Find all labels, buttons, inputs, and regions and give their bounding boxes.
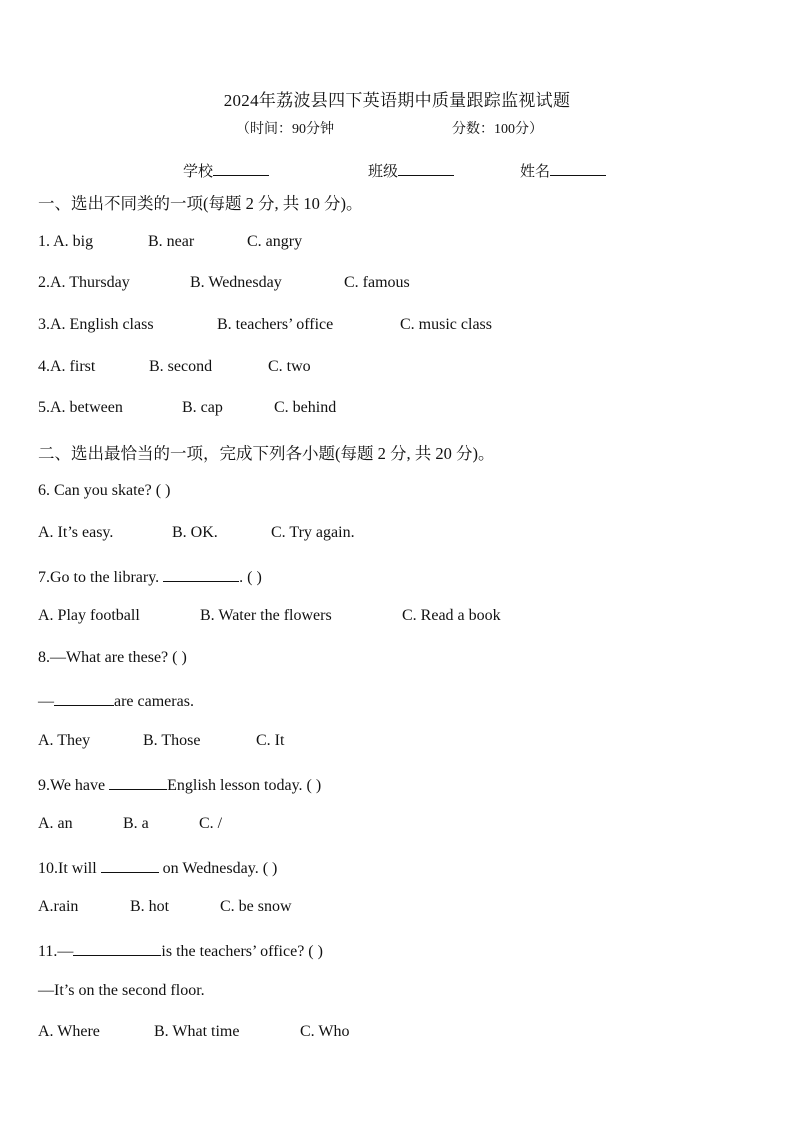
q10-blank — [101, 857, 159, 873]
name-label: 姓名 — [520, 164, 551, 180]
question-11 — [38, 940, 323, 961]
q4-option-a: 4.A. first — [38, 358, 96, 375]
question-8: 8.—What are these? ( ) — [38, 649, 187, 666]
question-6: 6. Can you skate? ( ) — [38, 482, 171, 499]
q7-blank — [163, 566, 239, 582]
q7-text-before: 7.Go to the library. — [38, 569, 164, 586]
exam-score: 分数：100分） — [452, 122, 543, 137]
exam-title: 2024年荔波县四下英语期中质量跟踪监视试题 — [223, 91, 571, 110]
q10-text-after: on Wednesday. ( ) — [158, 860, 278, 877]
section-1-heading: 一、选出不同类的一项(每题 2 分, 共 10 分)。 — [38, 194, 363, 213]
q11-text-after: is the teachers’ office? ( ) — [161, 943, 323, 960]
question-8-answer — [38, 690, 194, 711]
q2-option-b: B. Wednesday — [190, 274, 282, 291]
name-blank — [550, 161, 606, 176]
q3-option-c: C. music class — [400, 316, 492, 333]
q9-text-after: English lesson today. ( ) — [167, 777, 322, 794]
q1-option-c: C. angry — [247, 233, 303, 250]
q6-option-b: B. OK. — [172, 524, 218, 541]
q11-blank — [73, 940, 161, 956]
q7-option-a: A. Play football — [38, 607, 140, 624]
q11-option-a: A. Where — [38, 1023, 100, 1040]
question-9 — [38, 774, 321, 795]
q7-text-after: . ( ) — [239, 569, 262, 586]
q2-option-c: C. famous — [344, 274, 410, 291]
q11-option-c: C. Who — [300, 1023, 350, 1040]
q1-option-b: B. near — [148, 233, 195, 250]
q8-option-b: B. Those — [143, 732, 201, 749]
q8-option-c: C. It — [256, 732, 285, 749]
q5-option-c: C. behind — [274, 399, 337, 416]
q7-option-b: B. Water the flowers — [200, 607, 332, 624]
q2-option-a: 2.A. Thursday — [38, 274, 130, 291]
q3-option-b: B. teachers’ office — [217, 316, 334, 333]
q11-text-before: 11.— — [38, 943, 74, 960]
q10-text-before: 10.It will — [38, 860, 101, 877]
q3-option-a: 3.A. English class — [38, 316, 154, 333]
q9-text-before: 9.We have — [38, 777, 110, 794]
q10-option-a: A.rain — [38, 898, 79, 915]
q8-dash: — — [38, 693, 54, 710]
exam-time: （时间：90分钟 — [236, 122, 334, 137]
q9-option-a: A. an — [38, 815, 73, 832]
q9-option-c: C. / — [199, 815, 223, 832]
q5-option-a: 5.A. between — [38, 399, 123, 416]
question-11-answer: —It’s on the second floor. — [38, 982, 205, 999]
q8-blank — [54, 690, 114, 706]
q10-option-c: C. be snow — [220, 898, 292, 915]
q11-option-b: B. What time — [154, 1023, 240, 1040]
question-10 — [38, 857, 277, 878]
q7-option-c: C. Read a book — [402, 607, 501, 624]
q1-option-a: 1. A. big — [38, 233, 94, 250]
school-blank — [213, 161, 269, 176]
q8-text-after: are cameras. — [114, 693, 194, 710]
q6-option-c: C. Try again. — [271, 524, 355, 541]
school-field — [183, 160, 269, 181]
school-label: 学校 — [183, 164, 214, 180]
class-blank — [398, 161, 454, 176]
question-7 — [38, 566, 262, 587]
q8-option-a: A. They — [38, 732, 91, 749]
q9-option-b: B. a — [123, 815, 149, 832]
q10-option-b: B. hot — [130, 898, 170, 915]
class-label: 班级 — [368, 164, 399, 180]
section-2-heading: 二、选出最恰当的一项，完成下列各小题(每题 2 分, 共 20 分)。 — [38, 444, 495, 463]
class-field — [368, 160, 454, 181]
q9-blank — [109, 774, 167, 790]
q4-option-b: B. second — [149, 358, 213, 375]
name-field — [520, 160, 606, 181]
q5-option-b: B. cap — [182, 399, 223, 416]
q4-option-c: C. two — [268, 358, 311, 375]
q6-option-a: A. It’s easy. — [38, 524, 114, 541]
